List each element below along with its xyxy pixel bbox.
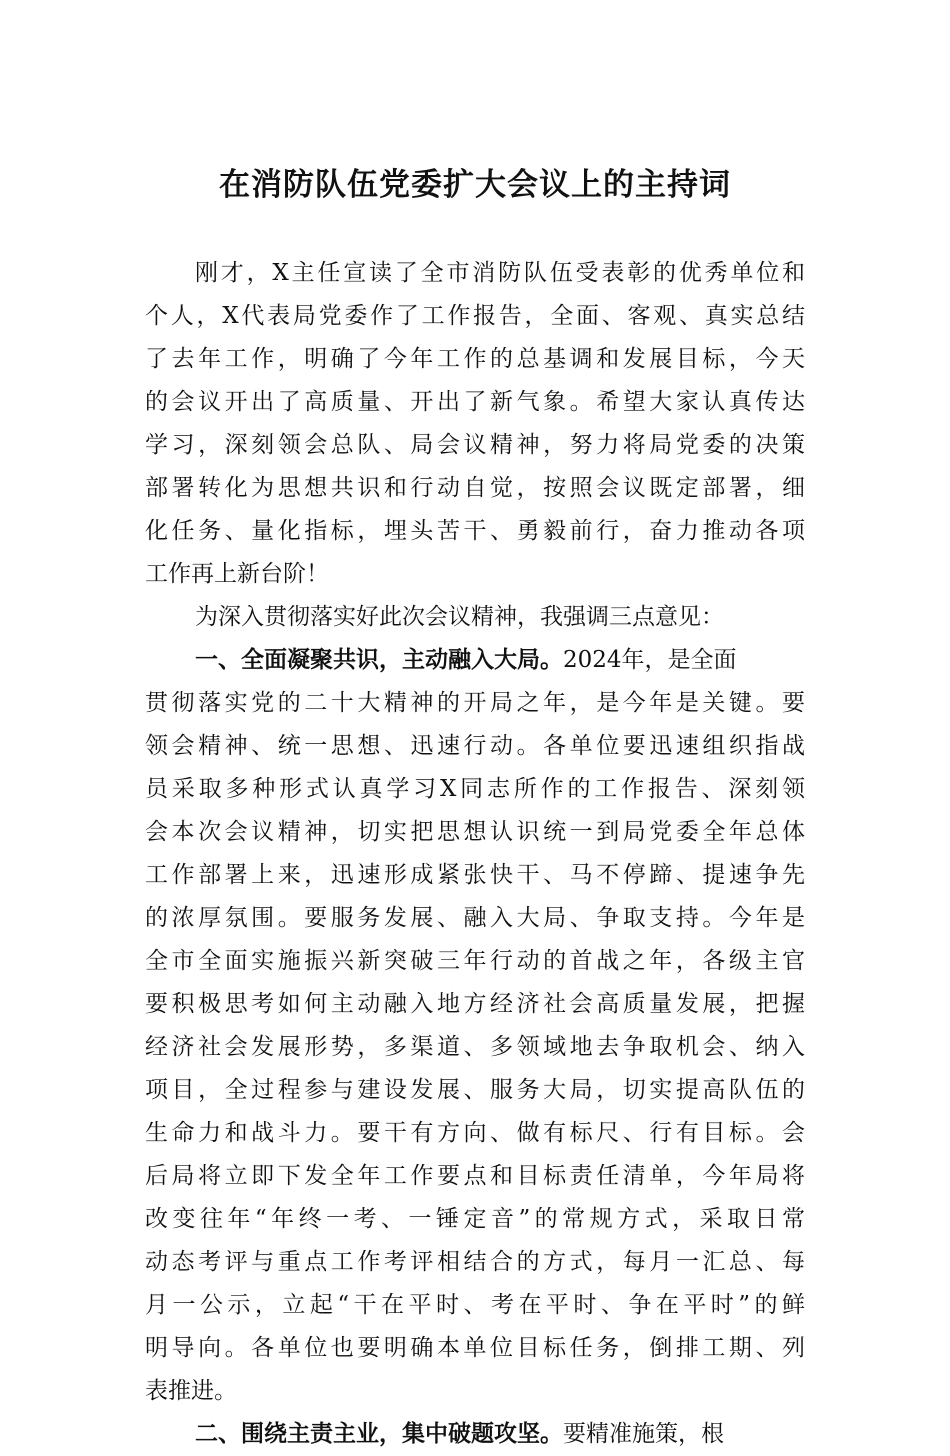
section-1-line-7: 的浓厚氛围。要服务发展、融入大局、争取支持。今年是 <box>145 905 805 931</box>
section-2-first-line <box>145 1413 805 1456</box>
paragraph-1-line-5: 学习，深刻领会总队、局会议精神，努力将局党委的决策 <box>145 432 805 458</box>
document-title: 在消防队伍党委扩大会议上的主持词 <box>219 167 731 203</box>
paragraph-1-line-4: 的会议开出了高质量、开出了新气象。希望大家认真传达 <box>145 389 805 415</box>
section-1-first-line-rest: 2024年，是全面 <box>563 647 737 673</box>
section-1-line-16: 月一公示，立起“干在平时、考在平时、争在平时”的鲜 <box>145 1292 805 1318</box>
section-1-line-14: 改变往年“年终一考、一锤定音”的常规方式，采取日常 <box>145 1206 805 1232</box>
section-2-first-line-rest: 要精准施策，根 <box>563 1421 724 1447</box>
section-1-line-3: 领会精神、统一思想、迅速行动。各单位要迅速组织指战 <box>145 733 805 759</box>
section-1-line-8: 全市全面实施振兴新突破三年行动的首战之年，各级主官 <box>145 948 805 974</box>
section-1-line-9: 要积极思考如何主动融入地方经济社会高质量发展，把握 <box>145 991 805 1017</box>
section-1-line-4: 员采取多种形式认真学习X同志所作的工作报告、深刻领 <box>145 776 805 802</box>
paragraph-1-line-3: 了去年工作，明确了今年工作的总基调和发展目标，今天 <box>145 346 805 372</box>
section-1-line-10: 经济社会发展形势，多渠道、多领域地去争取机会、纳入 <box>145 1034 805 1060</box>
section-1-line-6: 工作部署上来，迅速形成紧张快干、马不停蹄、提速争先 <box>145 862 805 888</box>
paragraph-1-line-2: 个人，X代表局党委作了工作报告，全面、客观、真实总结 <box>145 303 805 329</box>
section-1-line-12: 生命力和战斗力。要干有方向、做有标尺、行有目标。会 <box>145 1120 805 1146</box>
section-1-line-13: 后局将立即下发全年工作要点和目标责任清单，今年局将 <box>145 1163 805 1189</box>
paragraph-1-line-1: 刚才，X主任宣读了全市消防队伍受表彰的优秀单位和 <box>195 260 805 286</box>
section-1-line-18: 表推进。 <box>145 1378 237 1404</box>
section-1-line-5: 会本次会议精神，切实把思想认识统一到局党委全年总体 <box>145 819 805 845</box>
section-1-line-2: 贯彻落实党的二十大精神的开局之年，是今年是关键。要 <box>145 690 805 716</box>
section-2-heading: 二、围绕主责主业，集中破题攻坚。 <box>195 1421 563 1447</box>
paragraph-1-line-8: 工作再上新台阶！ <box>145 561 329 587</box>
paragraph-2: 为深入贯彻落实好此次会议精神，我强调三点意见： <box>195 604 724 630</box>
section-1-first-line <box>145 639 805 682</box>
section-1-line-11: 项目，全过程参与建设发展、服务大局，切实提高队伍的 <box>145 1077 805 1103</box>
section-1-line-17: 明导向。各单位也要明确本单位目标任务，倒排工期、列 <box>145 1335 805 1361</box>
section-1-line-15: 动态考评与重点工作考评相结合的方式，每月一汇总、每 <box>145 1249 805 1275</box>
section-1-heading: 一、全面凝聚共识，主动融入大局。 <box>195 647 563 673</box>
paragraph-1-line-6: 部署转化为思想共识和行动自觉，按照会议既定部署，细 <box>145 475 805 501</box>
paragraph-1-line-7: 化任务、量化指标，埋头苦干、勇毅前行，奋力推动各项 <box>145 518 805 544</box>
document-body <box>145 252 805 1456</box>
